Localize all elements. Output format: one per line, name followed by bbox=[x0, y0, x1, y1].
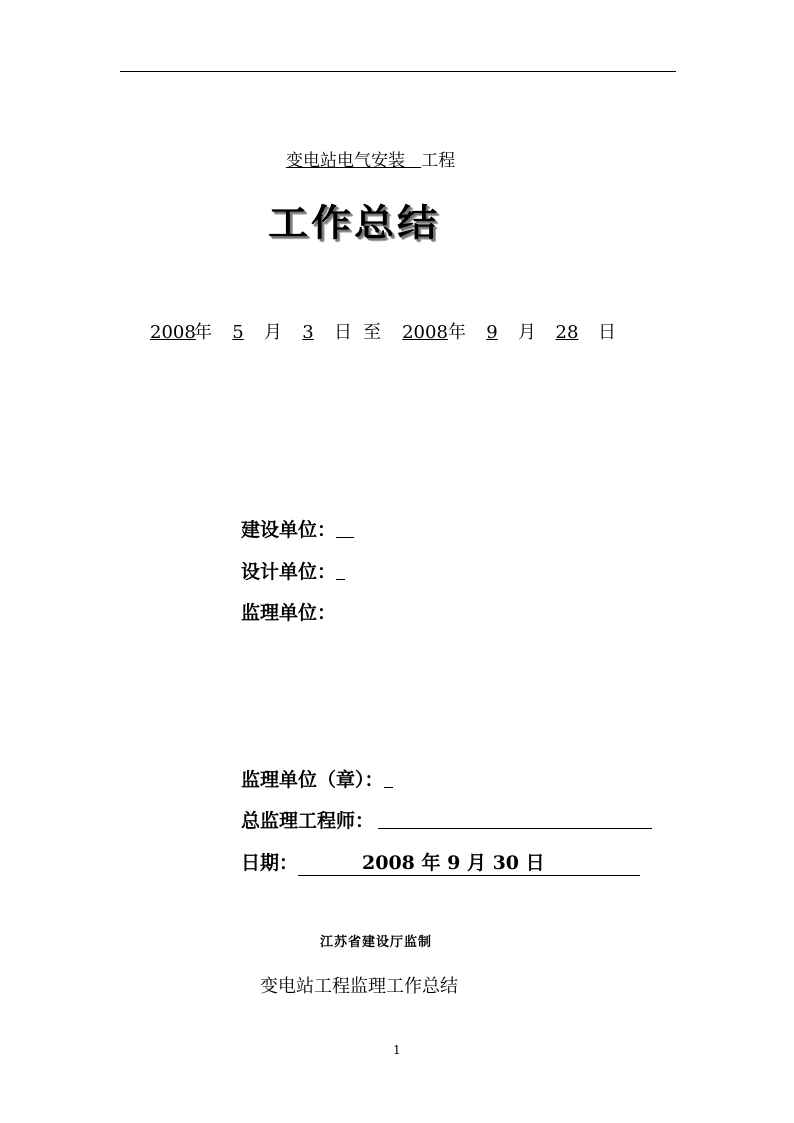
start-month: 5 bbox=[232, 322, 244, 343]
designer-unit-field bbox=[241, 557, 345, 584]
supervisor-unit-field bbox=[241, 598, 336, 625]
year-char: 年 bbox=[194, 322, 212, 343]
owner-unit-blank[interactable] bbox=[336, 521, 354, 538]
designer-unit-label: 设计单位： bbox=[241, 561, 337, 583]
signoff-date-field bbox=[241, 848, 640, 876]
seal-field bbox=[241, 765, 393, 792]
start-day: 3 bbox=[302, 322, 314, 343]
signoff-date-value: 2008 年 9 月 30 日 bbox=[298, 848, 640, 876]
designer-unit-blank[interactable] bbox=[336, 563, 345, 580]
work-period bbox=[150, 318, 616, 344]
chief-engineer-blank[interactable] bbox=[378, 812, 652, 829]
seal-label: 监理单位（章）： bbox=[241, 769, 384, 791]
end-year: 2008 bbox=[402, 322, 448, 343]
to-char: 至 bbox=[363, 322, 381, 343]
month-char: 月 bbox=[264, 322, 282, 343]
signoff-date-label: 日期： bbox=[241, 852, 299, 874]
owner-unit-field bbox=[241, 515, 354, 542]
month-char: 月 bbox=[518, 322, 536, 343]
owner-unit-label: 建设单位： bbox=[241, 519, 337, 541]
day-char: 日 bbox=[334, 322, 352, 343]
project-name-underline-gap bbox=[405, 151, 421, 171]
header-rule bbox=[120, 71, 676, 72]
project-name: 变电站电气安装 bbox=[286, 151, 405, 171]
document-title: 工作总结 bbox=[268, 202, 440, 245]
end-month: 9 bbox=[486, 322, 498, 343]
end-day: 28 bbox=[555, 322, 579, 343]
supervisor-unit-label: 监理单位： bbox=[241, 602, 337, 624]
chief-engineer-label: 总监理工程师： bbox=[241, 810, 375, 832]
start-year: 2008 bbox=[150, 322, 196, 343]
seal-blank[interactable] bbox=[384, 771, 393, 788]
document-subtitle: 变电站工程监理工作总结 bbox=[260, 976, 458, 997]
project-name-line bbox=[286, 146, 455, 171]
project-suffix: 工程 bbox=[421, 151, 456, 171]
issuer-text: 江苏省建设厅监制 bbox=[320, 935, 433, 950]
page-number: 1 bbox=[393, 1043, 401, 1057]
chief-engineer-field bbox=[241, 806, 652, 833]
day-char: 日 bbox=[598, 322, 616, 343]
year-char: 年 bbox=[448, 322, 466, 343]
